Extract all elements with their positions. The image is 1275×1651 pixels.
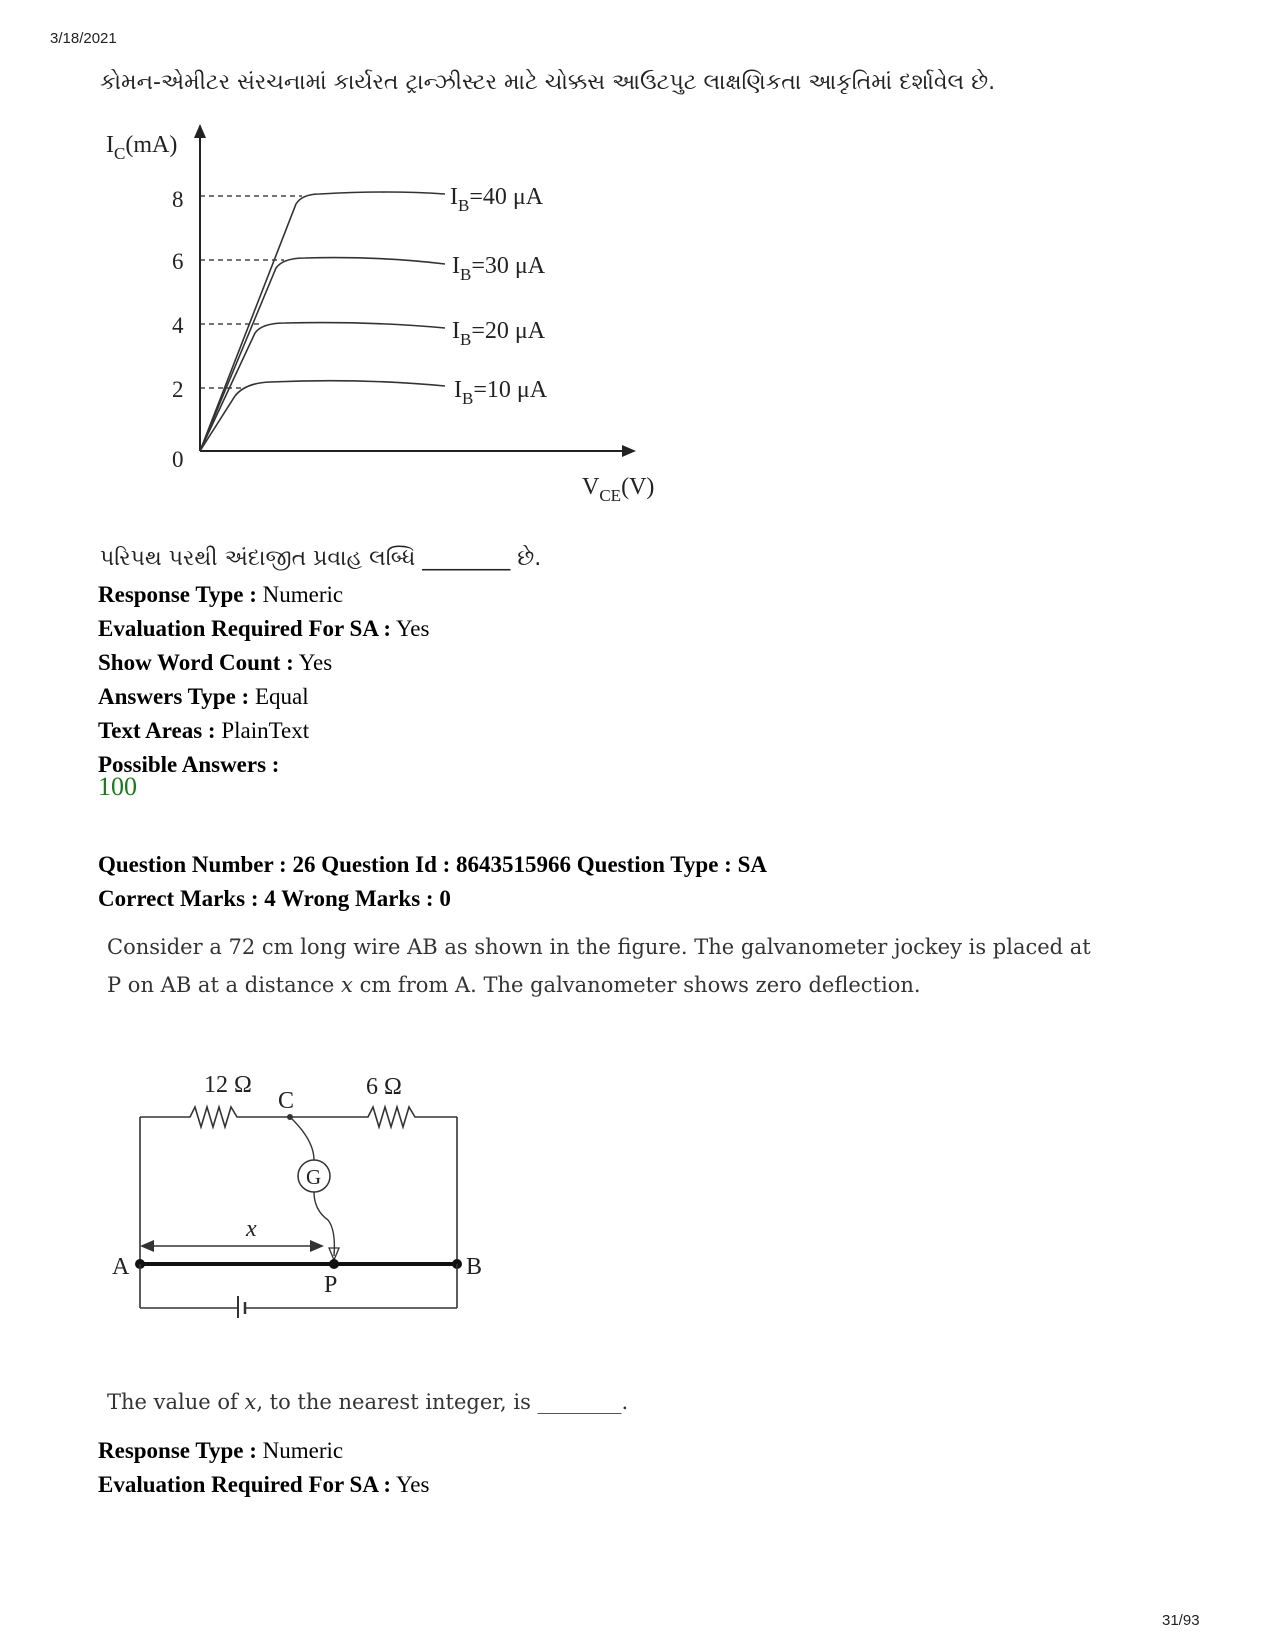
y-axis-title: $I_C(mA)$ xyxy=(106,132,178,163)
label-12-ohm: 12 Ω xyxy=(204,1072,252,1098)
meter-bridge-circuit xyxy=(100,1060,520,1335)
label-p: P xyxy=(324,1272,338,1298)
text-areas-row: Text Areas : PlainText xyxy=(98,718,310,743)
q25-question: પરિપથ પરથી અંદાજીત પ્રવાહ લબ્ધિ ________ છે. xyxy=(100,546,542,571)
q26-header-line2: Correct Marks : 4 Wrong Marks : 0 xyxy=(98,886,451,911)
q26-question: The value of x, to the nearest integer, is ________. xyxy=(107,1390,629,1414)
label-g: G xyxy=(306,1165,322,1189)
resistor-6-ohm xyxy=(290,1107,457,1127)
response-type-row: Response Type : Numeric xyxy=(98,582,344,607)
q26-response-type-row: Response Type : Numeric xyxy=(98,1438,344,1463)
possible-answers-row: Possible Answers : xyxy=(98,752,280,777)
y-tick-8: 8 xyxy=(172,187,184,212)
q26-text-line2: P on AB at a distance x cm from A. The galvanometer shows zero deflection. xyxy=(107,973,921,997)
curve-ib-20 xyxy=(200,323,445,451)
q25-answer: 100 xyxy=(98,772,137,801)
x-axis-title: $V_{CE}(V)$ xyxy=(582,474,655,505)
y-axis-arrow xyxy=(194,124,206,138)
resistor-12-ohm xyxy=(140,1107,290,1127)
label-c: C xyxy=(278,1088,295,1114)
node-p xyxy=(329,1259,339,1269)
curve-ib-40 xyxy=(200,192,445,451)
transistor-characteristics-chart xyxy=(90,118,710,528)
y-tick-6: 6 xyxy=(172,249,184,274)
x-axis-arrow xyxy=(622,445,636,457)
q25-intro: કોમન-એમીટર સંરચનામાં કાર્યરત ટ્રાન્ઝીસ્ટર માટે ચોક્કસ આઉટપુટ લાક્ષણિકતા આકૃતિમાં દર્શાવેલ છે. xyxy=(100,70,996,95)
label-6-ohm: 6 Ω xyxy=(366,1074,402,1100)
q26-header-line1: Question Number : 26 Question Id : 8643515966 Question Type : SA xyxy=(98,852,767,877)
label-ib-40: $I_B=40$ μA xyxy=(450,184,544,215)
label-ib-20: $I_B=20$ μA xyxy=(452,318,546,349)
y-tick-2: 2 xyxy=(172,377,184,402)
print-date: 3/18/2021 xyxy=(50,30,117,47)
label-ib-30: $I_B=30$ μA xyxy=(452,253,546,284)
y-tick-4: 4 xyxy=(172,313,184,338)
q26-header xyxy=(98,848,767,916)
label-x: x xyxy=(246,1216,257,1242)
q26-evaluation-row: Evaluation Required For SA : Yes xyxy=(98,1472,430,1497)
q26-text xyxy=(107,928,1187,1004)
label-a: A xyxy=(112,1254,130,1280)
evaluation-row: Evaluation Required For SA : Yes xyxy=(98,616,430,641)
q25-meta xyxy=(98,578,429,782)
answers-type-row: Answers Type : Equal xyxy=(98,684,309,709)
page-number: 31/93 xyxy=(1162,1612,1200,1629)
y-tick-0: 0 xyxy=(172,447,184,472)
label-ib-10: $I_B=10$ μA xyxy=(454,377,548,408)
label-b: B xyxy=(466,1254,483,1280)
q26-meta xyxy=(98,1434,429,1502)
word-count-row: Show Word Count : Yes xyxy=(98,650,333,675)
curve-ib-10 xyxy=(200,381,445,451)
q26-text-line1: Consider a 72 cm long wire AB as shown in the figure. The galvanometer jockey is placed at xyxy=(107,935,1091,959)
